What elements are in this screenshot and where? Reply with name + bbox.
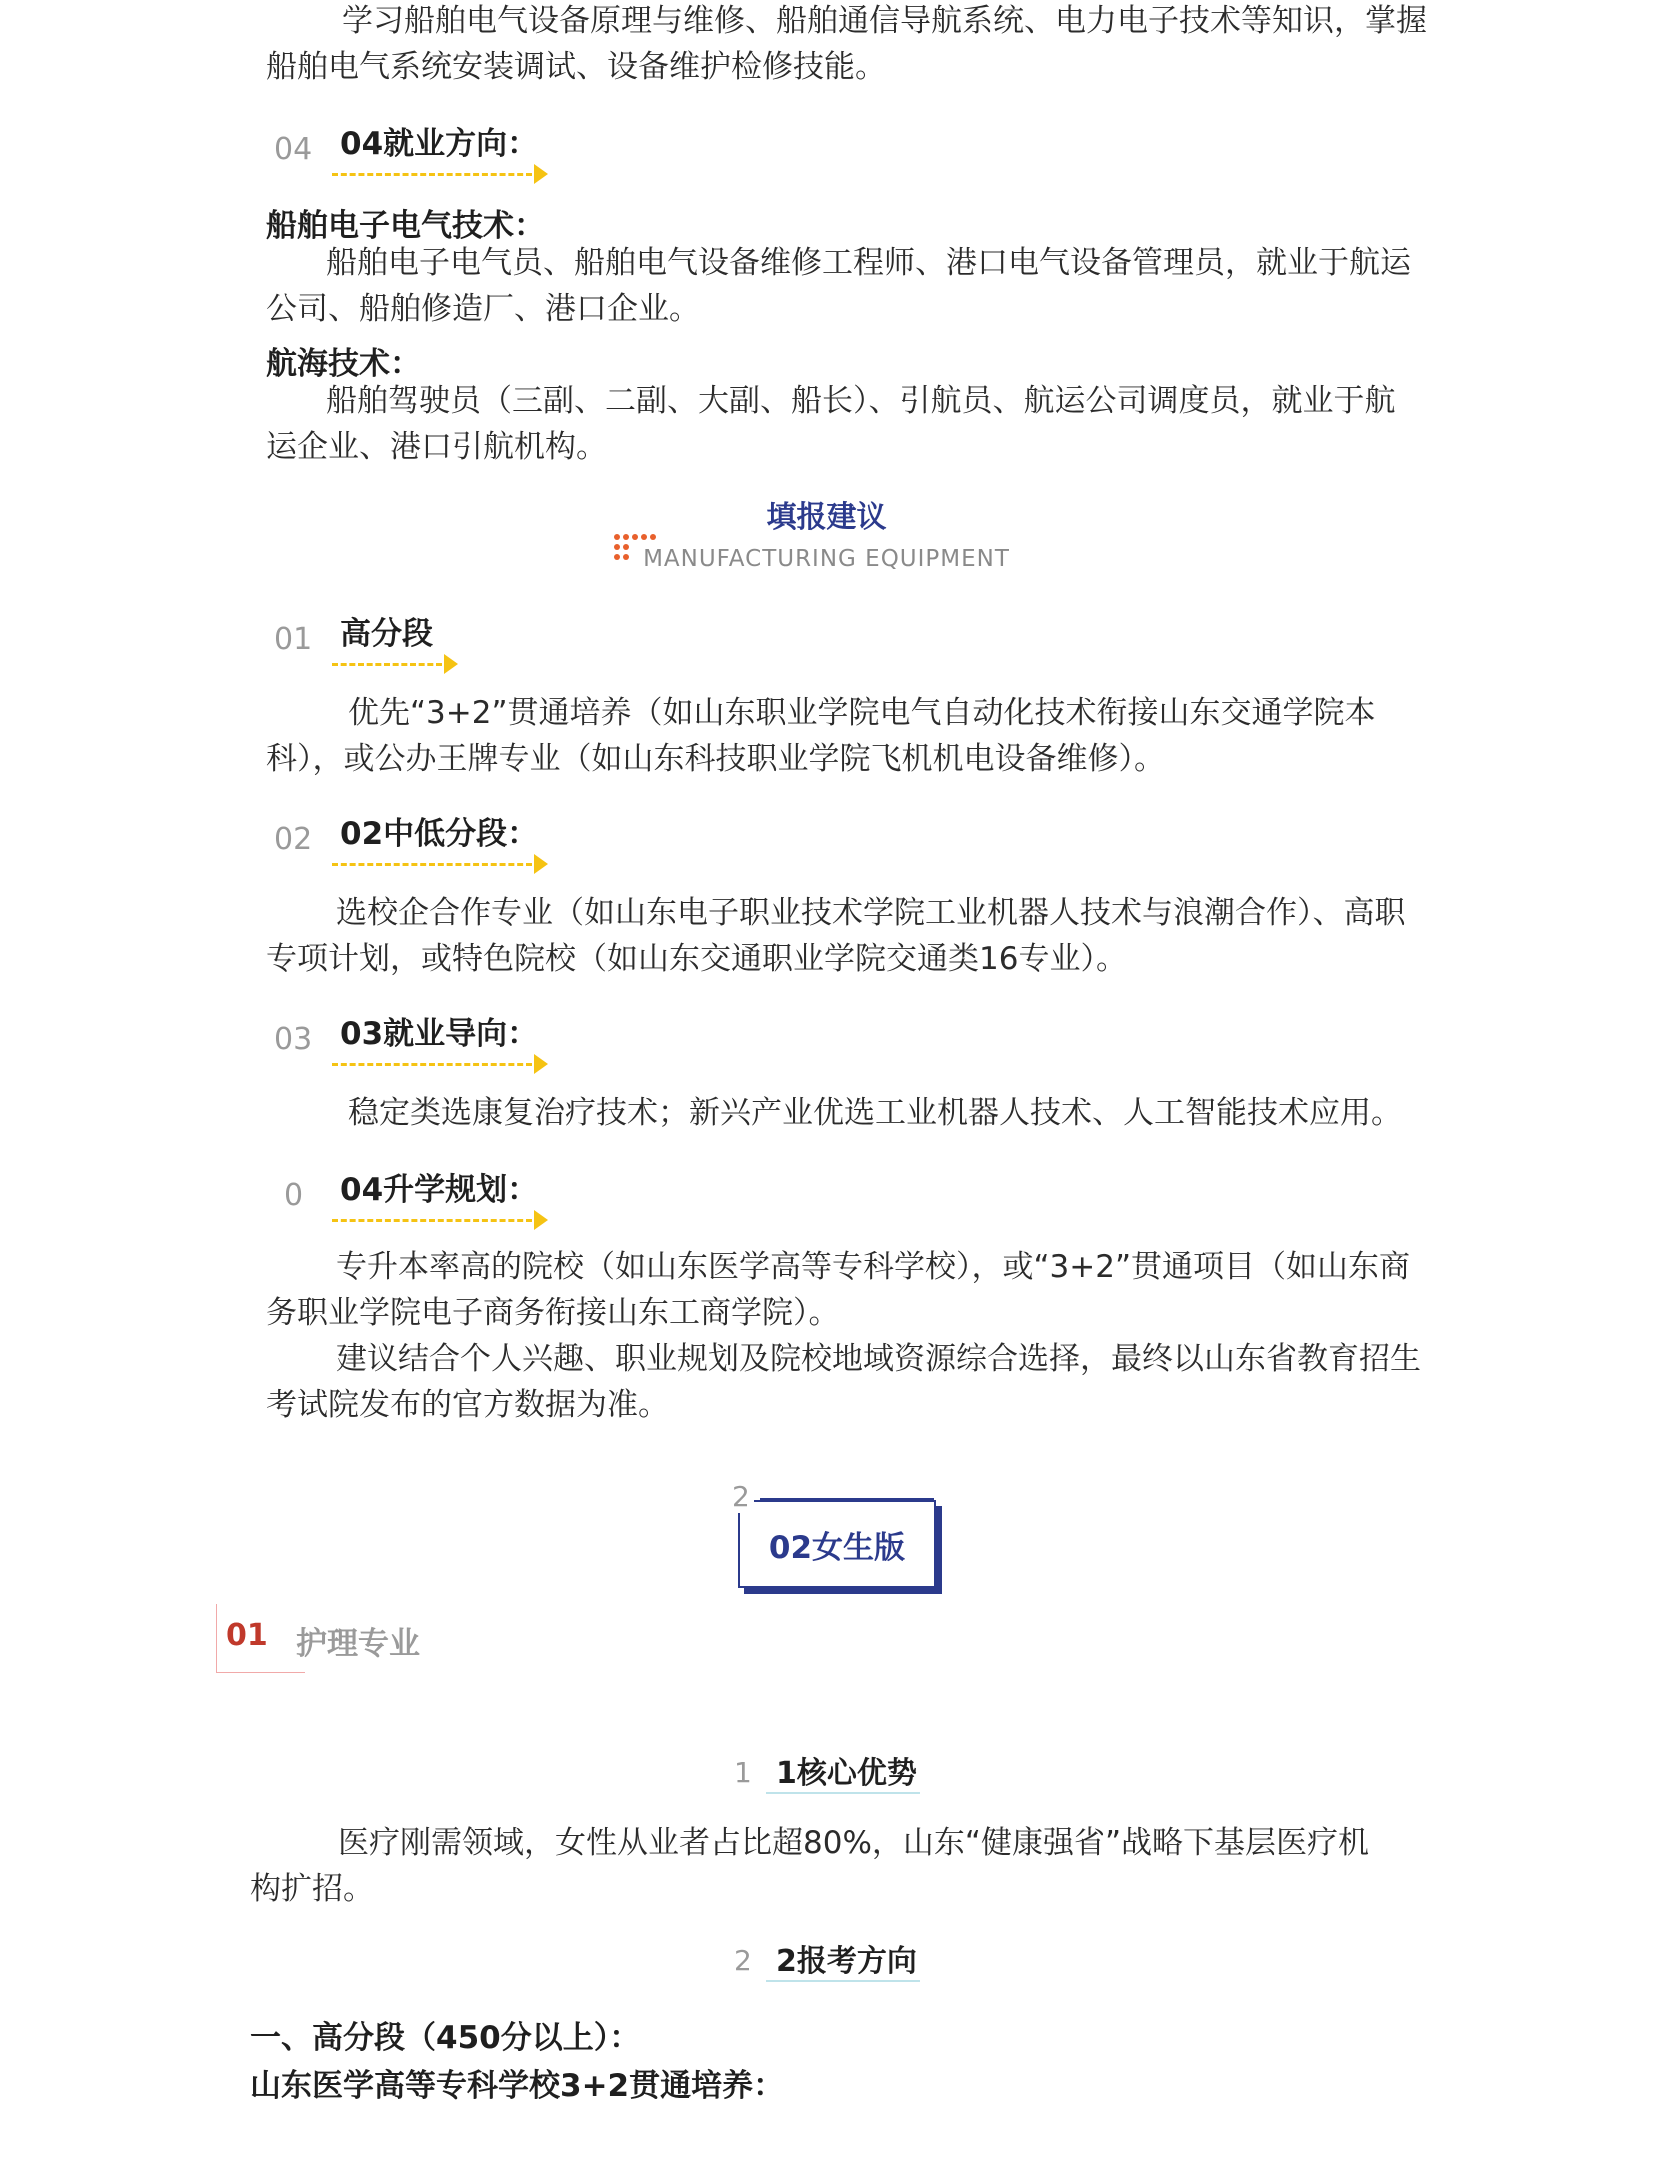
- section-number: 01: [274, 622, 313, 657]
- subheading-title: 1核心优势: [776, 1756, 917, 1791]
- section-number: 03: [274, 1022, 313, 1057]
- arrow-icon: [332, 1054, 550, 1074]
- intro-line-1: 学习船舶电气设备原理与维修、船舶通信导航系统、电力电子技术等知识，掌握: [342, 3, 1427, 39]
- section-title: 04升学规划：: [340, 1172, 539, 1208]
- employment-item1-title: 船舶电子电气技术：: [266, 208, 545, 244]
- advice-mid-line-2: 专项计划，或特色院校（如山东交通职业学院交通类16专业）。: [266, 941, 1127, 977]
- box-number: 2: [728, 1480, 754, 1513]
- advice-mid-text: [266, 890, 1406, 982]
- core-line-2: 构扩招。: [250, 1871, 374, 1907]
- advice-study-line-2: 务职业学院电子商务衔接山东工商学院）。: [266, 1295, 840, 1331]
- core-advantage-text: [250, 1820, 1400, 1912]
- nursing-tag-title: 护理专业: [296, 1626, 420, 1662]
- employment-item2-line-1: 船舶驾驶员（三副、二副、大副、船长）、引航员、航运公司调度员，就业于航: [326, 383, 1396, 419]
- advice-high-text: [266, 690, 1396, 782]
- core-advantage-heading: [734, 1748, 974, 1798]
- employment-item2-line-2: 运企业、港口引航机构。: [266, 429, 607, 465]
- advice-study-text: [266, 1244, 1421, 1428]
- advice-study-line-4: 考试院发布的官方数据为准。: [266, 1387, 669, 1423]
- female-version-box: [738, 1500, 936, 1588]
- subheading-underline: [766, 1792, 920, 1794]
- intro-line-2: 船舶电气系统安装调试、设备维护检修技能。: [266, 49, 886, 85]
- section-title: 高分段: [340, 616, 433, 652]
- section-title: 03就业导向：: [340, 1016, 539, 1052]
- advice-high-line-1: 优先“3+2”贯通培养（如山东职业学院电气自动化技术衔接山东交通学院本: [348, 695, 1376, 731]
- advice-high-line-2: 科），或公办王牌专业（如山东科技职业学院飞机机电设备维修）。: [266, 741, 1165, 777]
- employment-item1-line-1: 船舶电子电气员、船舶电气设备维修工程师、港口电气设备管理员，就业于航运: [326, 245, 1411, 281]
- subheading-number: 2: [734, 1944, 752, 1977]
- employment-item1-line-2: 公司、船舶修造厂、港口企业。: [266, 291, 700, 327]
- advice-subtitle: MANUFACTURING EQUIPMENT: [643, 546, 1010, 572]
- application-direction-heading: [734, 1936, 974, 1986]
- high-score-title: 一、高分段（450分以上）：: [250, 2020, 641, 2056]
- section-number: 02: [274, 822, 313, 857]
- advice-employment-line-1: 稳定类选康复治疗技术；新兴产业优选工业机器人技术、人工智能技术应用。: [348, 1095, 1402, 1131]
- arrow-icon: [332, 854, 550, 874]
- employment-item2-text: [266, 378, 1396, 470]
- advice-study-line-3: 建议结合个人兴趣、职业规划及院校地域资源综合选择，最终以山东省教育招生: [336, 1341, 1421, 1377]
- section-title: 04就业方向：: [340, 126, 539, 162]
- employment-item2-title: 航海技术：: [266, 346, 421, 382]
- section-title: 02中低分段：: [340, 816, 539, 852]
- arrow-icon: [332, 1210, 550, 1230]
- section-number: 04: [274, 132, 313, 167]
- section-number: 0: [284, 1178, 304, 1213]
- nursing-tag-number: 01: [226, 1618, 268, 1653]
- advice-employment-text: [266, 1090, 1402, 1136]
- intro-paragraph: [266, 0, 1427, 90]
- subheading-underline: [766, 1980, 920, 1982]
- advice-mid-line-1: 选校企合作专业（如山东电子职业技术学院工业机器人技术与浪潮合作）、高职: [336, 895, 1406, 931]
- advice-title: 填报建议: [766, 500, 887, 535]
- high-score-subtitle: 山东医学高等专科学校3+2贯通培养：: [250, 2068, 785, 2104]
- core-line-1: 医疗刚需领域，女性从业者占比超80%，山东“健康强省”战略下基层医疗机: [338, 1825, 1370, 1861]
- employment-item1-text: [266, 240, 1411, 332]
- advice-study-line-1: 专升本率高的院校（如山东医学高等专科学校），或“3+2”贯通项目（如山东商: [336, 1249, 1411, 1285]
- arrow-icon: [332, 654, 460, 674]
- subheading-title: 2报考方向: [776, 1944, 917, 1979]
- subheading-number: 1: [734, 1756, 752, 1789]
- arrow-icon: [332, 164, 550, 184]
- female-version-title: 02女生版: [768, 1530, 906, 1566]
